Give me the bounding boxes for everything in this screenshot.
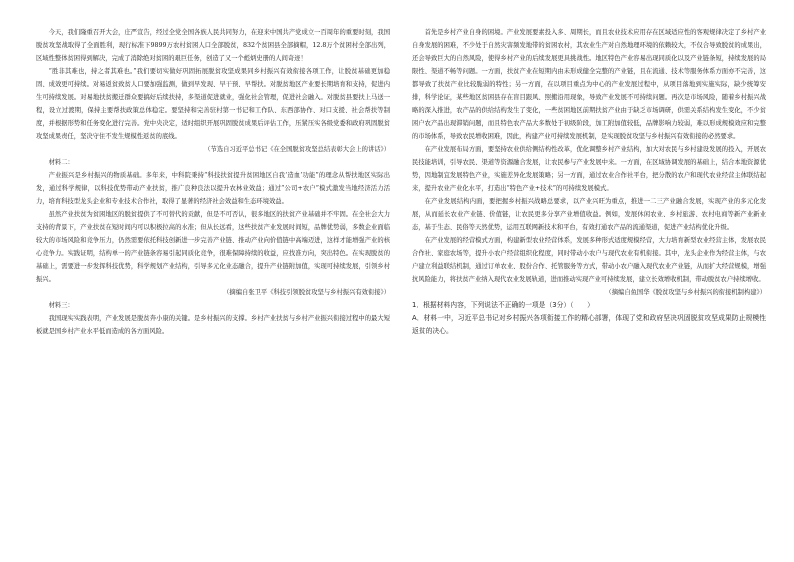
material-1-paragraph-2: “胜非其难也，持之者其难也。”我们要切实做好巩固拓展脱贫攻坚成果同乡村振兴有效衔接各项工作，让脱贫基础更加稳固、成效更可持续。对易返贫致贫人口要加强监测，做到早发现、早干预、早帮扶。对脱贫地区产业要长期培育和支持，促进内生可持续发展。对易地扶贫搬迁群众要搞好后续扶持，多渠道促进就业，强化社会管理，促进社会融入。对脱贫县要扶上马送一程，设立过渡期，保持主要帮扶政策总体稳定。要坚持和完善驻村第一书记和工作队、东西部协作、对口支援、社会帮扶等制度，并根据形势和任务变化进行完善。党中央决定，适时组织开展巩固脱贫成果后评估工作，压紧压实各级党委和政府巩固脱贫攻坚成果责任，坚决守住不发生规模性返贫的底线。 xyxy=(36,68,390,140)
material-2-paragraph-1: 产业振兴是乡村振兴的物质基础。多年来，中科院秉持“科技扶贫提升贫困地区自我‘造血’功能”的理念从帮扶地区实际出发，通过科学规律，以科技优势带动产业扶贫，推广良种良法以提升农林业效益；通过“公司+农户”模式激发当地经济活力活力，培育科技型龙头企业和专业技术合作社，取得了显著的经济社会效益和生态环境效益。 xyxy=(36,172,390,205)
material-2-source: （摘编自张卫平《科技引领脱贫攻坚与乡村振兴有效衔接》） xyxy=(223,289,390,296)
right-column xyxy=(412,26,766,338)
question-1-option-a: A．材料一中，习近平总书记对乡村振兴各项衔接工作的精心部署，体现了党和政府坚决巩固脱贫攻坚成果防止规模性返贫的决心。 xyxy=(412,314,766,335)
material-1-source: （节选自习近平总书记《在全国脱贫攻坚总结表彰大会上的讲话》） xyxy=(204,146,390,153)
material-2-paragraph-2: 虽然产业扶贫为贫困地区的脱贫提供了不可替代的贡献，但是不可否认，很多地区的扶贫产业基础并不牢固。在全社会大力支持的背景下，产业扶贫在短时间内可以积极拉高的水准；但从长远看，这些扶贫产业发展时间短，品牌优势弱，多数企业面临较大的市场风险和竞争压力，仍然需要依托科技创新进一步完善产业链、推动产业向价值链中高端迈进，这样才能增强产业的核心竞争力。实践证明，结构单一的产业链条容易引起同质化竞争，很难保障持续的收益，应找准方向，突出特色。在实现脱贫的基础上，需要进一步发挥科技优势，科学规划产业结构，引导多元化业态融合，提升产业链附加值，实现可持续发展，引领乡村振兴。 xyxy=(36,211,390,283)
material-3-paragraph-5: 在产业发展的经营模式方面，构建新型农业经营体系，发展多种形式适度规模经营，大力培育新型农业经营主体，发展农民合作社、家庭农场等，提升小农户经营组织化程度，同时带动小农户与现代农业有机衔接。其中，龙头企业作为经营主体，与农户建立利益联结机制，通过订单农业、股份合作、托管服务等方式，带动小农户融入现代农业产业链，从而扩大经营规模，增强抗风险能力，将扶贫产业纳入现代农业发展轨道，进而推动实现产业可持续发展，建立长效增收机制，带动脱贫农户持续增收。 xyxy=(412,237,766,283)
material-3-source: （摘编自鱼国华《脱贫攻坚与乡村振兴的衔接机制构建》） xyxy=(605,289,766,296)
material-3-paragraph-1: 我国现实实践表明，产业发展是脱贫奔小康的关键。是乡村振兴的支撑。乡村产业扶贫与乡村产业振兴衔接过程中的最大短板就是国乡村产业水平低而造成的各方面风险。 xyxy=(36,315,390,335)
material-3-paragraph-3: 在产业发展布局方面，要坚持农业供给侧结构性改革，优化调整乡村产业结构，加大对农民与乡村建设发展的投入，开展农民技能培训，引导农民、渠道等资源融合发展，让农民参与产业发展中来。一方面，在区域协调发展的基础上，结合本地资源优势，因地制宜发展特色产业，实施差异化发展策略；另一方面，通过农业合作社平台，把分散的农户和现代农业经营主体联结起来，提升农业产业化水平，打造出“特色产业+技术”的可持续发展模式。 xyxy=(412,146,766,192)
left-column xyxy=(36,26,390,338)
material-3-paragraph-4: 在产业发展结构内面，要把握乡村振兴战略总要求，以产业兴旺为重点，推进一二三产业融合发展，实现产业的多元化发展，从而延长农业产业链、价值链，让农民更多分享产业增值收益。例如，发展休闲农业、乡村旅游、农村电商等新产业新业态，基于生态、民俗等天然优势，运用互联网新技术和平台，有效打通农产品的流通渠道，促进产业结构优化升级。 xyxy=(412,198,766,231)
material-3-paragraph-2: 首先是乡村产业自身的困境。产业发展要素投入多、周期长，而且农业技术应用存在区域适应性的客观规律决定了乡村产业自身发展的困难，不少处于自然灾害频发地带的贫困农村，其农业生产对自然地理环境的依赖较大，不仅合导致脱贫的成果出，还会导致巨大的自然风险，使得乡村产业的后续发展更具挑战性。地区特色产业容易出现同质化以及产业链条短，持续发展的局限性、渠道不畅等问题。一方面，扶贫产业在短期内由未形成健全完整的产业链，且在流通、技术等服务体系方面亦不完善，这都导致了扶贫产业比较脆弱的特性；另一方面，在以项目重点为中心的产业发展过程中，从项目落地到实施实际，缺少统筹安排，科学论证，某些地区贫困县存在盲目跟风、照搬沿用现象，导致产业发展不可持续问题。再次是市场风险，随着乡村振兴战略的深入推进，农产品的供给结构发生了变化，一些贫困地区前期扶贫产业由于缺乏市场调研，供需关系结构发生变化，不少贫困户农产品出现滞销问题，而且特色农产品大多数处于初级阶段，加工附加值较低，品牌影响力较弱，难以形成规模效应和完整的市场体系，导致农民增收困难，因此，构建产业可持续发展机制，是实现脱贫攻坚与乡村振兴有效衔接的必然要求。 xyxy=(412,29,766,140)
material-2-heading: 材料二： xyxy=(48,159,74,166)
material-1-paragraph-1: 今天，我们隆重召开大会，庄严宣告，经过全党全国各族人民共同努力，在迎来中国共产党成立一百周年的重要时刻，我国脱贫攻坚战取得了全面胜利，现行标准下9899万农村贫困人口全部脱贫，832个贫困县全部摘帽，12.8万个贫困村全部出列，区域性整体贫困得到解决，完成了消除绝对贫困的艰巨任务，创造了又一个彪炳史册的人间奇迹！ xyxy=(36,29,390,62)
material-3-heading: 材料三： xyxy=(48,302,74,309)
question-1-stem: 1．根据材料内容，下列说法不正确的一项是（3分）（ ） xyxy=(412,301,594,309)
